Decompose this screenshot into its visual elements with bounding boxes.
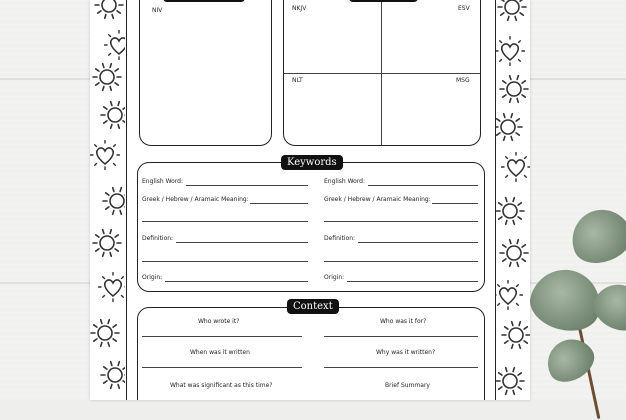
- english-word-label: English Word:: [142, 178, 184, 185]
- sun-doodle-icon: [497, 0, 527, 22]
- heart-doodle-icon: [501, 152, 530, 182]
- sun-doodle-icon: [90, 318, 120, 348]
- heart-doodle-icon: [495, 36, 525, 66]
- msg-label: MSG: [456, 77, 470, 84]
- sun-doodle-icon: [495, 112, 523, 142]
- sun-doodle-icon: [92, 228, 122, 258]
- definition-label: Definition:: [324, 235, 356, 242]
- sun-doodle-icon: [102, 186, 125, 216]
- when-written-label: When was it written: [190, 349, 250, 356]
- worksheet-paper: [90, 0, 530, 400]
- why-written-label: Why was it written?: [376, 349, 436, 356]
- sun-doodle-icon: [495, 366, 525, 396]
- meaning-label: Greek / Hebrew / Aramaic Meaning:: [142, 196, 249, 203]
- translations-box: [283, 0, 481, 146]
- context-title: Context: [287, 299, 339, 314]
- sun-doodle-icon: [499, 238, 529, 268]
- english-word-label: English Word:: [324, 178, 366, 185]
- brief-summary-label: Brief Summary: [385, 382, 430, 389]
- who-wrote-label: Who wrote it?: [198, 318, 240, 325]
- significance-label: What was significant as this time?: [170, 382, 273, 389]
- heart-doodle-icon: [98, 272, 125, 302]
- sun-doodle-icon: [499, 74, 529, 104]
- plant-decoration: [516, 190, 626, 420]
- scripture-box: [139, 0, 272, 146]
- sun-doodle-icon: [100, 360, 125, 390]
- worksheet-content: [126, 0, 496, 400]
- heart-doodle-icon: [90, 140, 120, 170]
- keywords-title: Keywords: [281, 155, 343, 170]
- scripture-box-title: [163, 0, 245, 2]
- origin-label: Origin:: [142, 274, 163, 281]
- sun-doodle-icon: [501, 320, 530, 350]
- meaning-label: Greek / Hebrew / Aramaic Meaning:: [324, 196, 431, 203]
- definition-label: Definition:: [142, 235, 174, 242]
- context-box: [137, 307, 485, 400]
- esv-label: ESV: [458, 5, 470, 12]
- nlt-label: NLT: [292, 77, 303, 84]
- sun-doodle-icon: [100, 100, 125, 130]
- sun-doodle-icon: [94, 0, 124, 20]
- niv-label: NIV: [152, 7, 163, 14]
- nkjv-label: NKJV: [292, 5, 307, 12]
- who-for-label: Who was it for?: [380, 318, 427, 325]
- heart-doodle-icon: [104, 30, 125, 60]
- translations-box-title: [349, 0, 418, 2]
- origin-label: Origin:: [324, 274, 345, 281]
- doodle-border-right: [495, 0, 530, 400]
- sun-doodle-icon: [92, 62, 122, 92]
- sun-doodle-icon: [495, 196, 525, 226]
- heart-doodle-icon: [495, 280, 523, 310]
- doodle-border-left: [90, 0, 125, 400]
- keywords-box: [137, 162, 485, 292]
